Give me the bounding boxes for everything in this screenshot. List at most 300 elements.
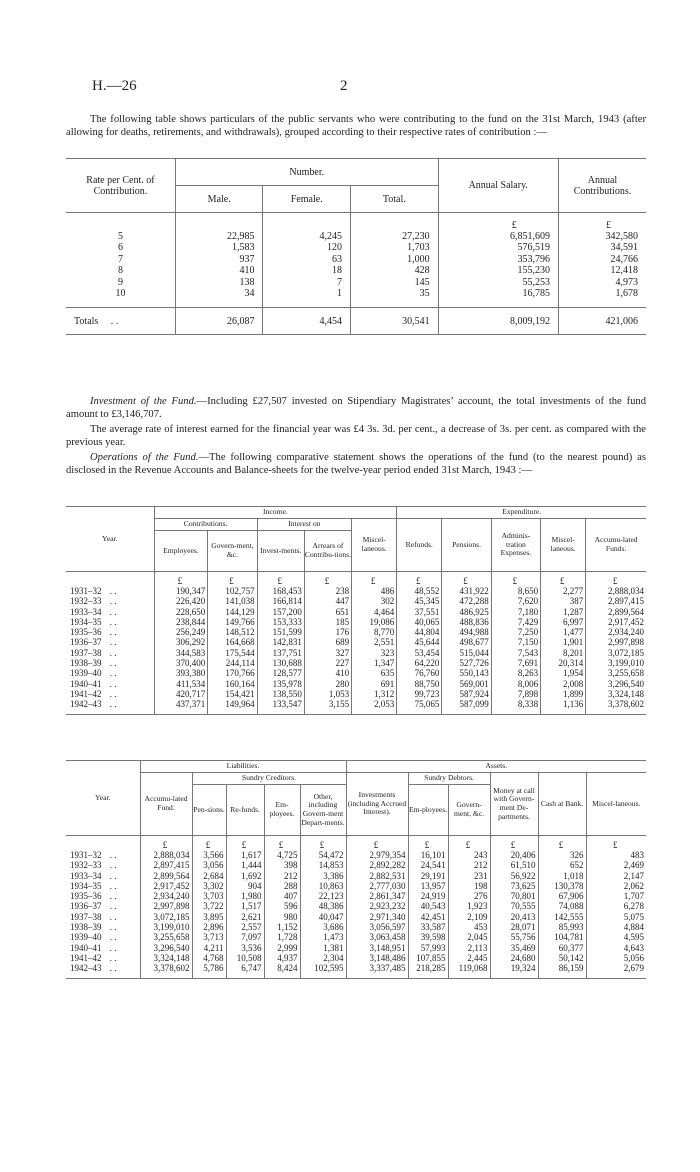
pound-sign: £: [586, 836, 646, 851]
cell-value: 7,150: [491, 637, 540, 647]
cell-value: 1,473: [300, 932, 346, 942]
cell-salary: 6,851,609: [438, 231, 558, 242]
cell-value: 4,725: [264, 850, 300, 860]
cell-value: 1,018: [538, 871, 586, 881]
cell-value: 243: [448, 850, 490, 860]
table-row: [66, 242, 646, 253]
table-row: [66, 596, 646, 606]
cell-total: 428: [351, 265, 439, 276]
cell-male: 138: [175, 277, 263, 288]
cell-value: 689: [304, 637, 351, 647]
page-number: 2: [340, 78, 348, 94]
pound-sign: £: [442, 572, 491, 587]
cell-value: 19,086: [352, 617, 397, 627]
cell-value: 70,555: [490, 901, 538, 911]
cell-value: 55,756: [490, 932, 538, 942]
cell-value: 39,598: [408, 932, 448, 942]
cell-value: 57,993: [408, 943, 448, 953]
pound-sign: £: [558, 213, 646, 232]
cell-female: 63: [263, 254, 351, 265]
cell-value: 596: [264, 901, 300, 911]
cell-value: 6,278: [586, 901, 646, 911]
cell-value: 3,713: [192, 932, 226, 942]
cell-year: 1933–34 . .: [70, 870, 117, 881]
total-male: 26,087: [175, 308, 263, 335]
year-label: 1935–36: [70, 891, 102, 902]
cell-value: 1,923: [448, 901, 490, 911]
cell-value: 302: [352, 596, 397, 606]
income-expenditure-table: [66, 506, 646, 715]
table-row: [66, 953, 646, 963]
cell-value: 569,001: [442, 679, 491, 689]
year-label: 1931–32: [70, 850, 102, 860]
pound-sign: £: [438, 213, 558, 232]
cell-year: 1937–38 . .: [70, 911, 117, 922]
year-label: 1937–38: [70, 647, 102, 658]
investment-paragraph: Investment of the Fund.—Including £27,507 invested on Stipendiary Magistrates’ account, the total investments of the fund amount to £3,146,707.: [66, 396, 646, 420]
number-header: Number.: [175, 159, 438, 186]
cell-value: 3,703: [192, 891, 226, 901]
cell-value: 231: [448, 871, 490, 881]
cell-value: 2,896: [192, 922, 226, 932]
cell-year: 1938–39 . .: [70, 658, 117, 669]
cell-value: 149,766: [208, 617, 257, 627]
cell-value: 1,617: [226, 850, 264, 860]
arrears-header: Arrears of Contribu-tions.: [304, 531, 351, 572]
pound-sign: £: [538, 836, 586, 851]
cell-value: 2,899,564: [586, 607, 646, 617]
total-header: Total.: [351, 186, 439, 213]
cell-male: 1,583: [175, 242, 263, 253]
cell-contributions: 1,678: [558, 288, 646, 299]
cell-value: 1,517: [226, 901, 264, 911]
cell-value: 119,068: [448, 963, 490, 973]
cell-year: 1941–42 . .: [70, 688, 117, 699]
cell-value: 2,888,034: [586, 586, 646, 596]
cell-value: 2,917,452: [140, 881, 192, 891]
cell-male: 22,985: [175, 231, 263, 242]
cell-year: 1937–38 . .: [70, 647, 117, 658]
cell-total: 27,230: [351, 231, 439, 242]
admin-header: Adminis-tration Expenses.: [491, 519, 540, 572]
cell-value: 149,964: [208, 699, 257, 709]
pound-sign: £: [140, 836, 192, 851]
cell-rate: 6: [117, 242, 123, 254]
cell-value: 1,477: [541, 627, 586, 637]
cell-value: 393,380: [154, 668, 208, 678]
cell-value: 483: [586, 850, 646, 860]
table-row: [66, 689, 646, 699]
cell-value: 3,072,185: [140, 912, 192, 922]
cell-value: 2,557: [226, 922, 264, 932]
year-label: 1932–33: [70, 860, 102, 871]
cell-value: 1,381: [300, 943, 346, 953]
cell-value: 29,191: [408, 871, 448, 881]
cell-value: 1,444: [226, 860, 264, 870]
cell-value: 67,906: [538, 891, 586, 901]
cell-value: 2,923,232: [346, 901, 408, 911]
cell-value: 1,312: [352, 689, 397, 699]
pound-sign: [66, 572, 154, 587]
cell-value: 587,099: [442, 699, 491, 709]
cell-value: 33,587: [408, 922, 448, 932]
cell-rate: 9: [117, 276, 123, 288]
money-at-call-header: Money at call with Govern-ment De-partments.: [490, 773, 538, 836]
cell-value: 2,997,898: [586, 637, 646, 647]
cell-value: 550,143: [442, 668, 491, 678]
table-row: [66, 288, 646, 299]
cell-value: 19,324: [490, 963, 538, 973]
cell-value: 437,371: [154, 699, 208, 709]
cell-value: 3,199,010: [140, 922, 192, 932]
cell-value: 3,566: [192, 850, 226, 860]
cell-value: 8,263: [491, 668, 540, 678]
cell-value: 407: [264, 891, 300, 901]
cell-value: 24,919: [408, 891, 448, 901]
cell-value: 1,692: [226, 871, 264, 881]
cell-value: 70,801: [490, 891, 538, 901]
cell-value: 635: [352, 668, 397, 678]
cell-value: 13,957: [408, 881, 448, 891]
cell-year: 1938–39 . .: [70, 922, 117, 933]
cell-value: 76,760: [397, 668, 442, 678]
cell-value: 2,979,354: [346, 850, 408, 860]
cell-value: 3,148,951: [346, 943, 408, 953]
cell-value: 8,650: [491, 586, 540, 596]
cell-value: 244,114: [208, 658, 257, 668]
pound-sign: £: [192, 836, 226, 851]
cell-value: 3,063,458: [346, 932, 408, 942]
cell-value: 7,691: [491, 658, 540, 668]
investment-heading: Investment of the Fund.: [90, 396, 197, 407]
pound-sign: £: [346, 836, 408, 851]
cell-value: 102,595: [300, 963, 346, 973]
cell-value: 10,508: [226, 953, 264, 963]
cell-value: 1,899: [541, 689, 586, 699]
cell-value: 652: [538, 860, 586, 870]
other-header: Other, including Govern-ment Depart-ments.: [300, 785, 346, 836]
table-row: [66, 871, 646, 881]
table-row: [66, 658, 646, 668]
cell-total: 145: [351, 277, 439, 288]
cell-value: 453: [448, 922, 490, 932]
cell-value: 198: [448, 881, 490, 891]
cell-value: 54,472: [300, 850, 346, 860]
cell-value: 2,917,452: [586, 617, 646, 627]
cell-contributions: 24,766: [558, 254, 646, 265]
expenditure-header: Expenditure.: [397, 507, 646, 519]
cell-value: 2,008: [541, 679, 586, 689]
cell-year: 1931–32 . .: [70, 586, 117, 596]
cash-header: Cash at Bank.: [538, 773, 586, 836]
cell-value: 99,723: [397, 689, 442, 699]
sundry-debtors-header: Sundry Debtors.: [408, 773, 490, 785]
cell-value: 3,302: [192, 881, 226, 891]
cell-value: 280: [304, 679, 351, 689]
pound-sign: £: [541, 572, 586, 587]
cell-value: 60,377: [538, 943, 586, 953]
cell-value: 515,044: [442, 648, 491, 658]
cell-value: 148,512: [208, 627, 257, 637]
cell-value: 3,199,010: [586, 658, 646, 668]
cell-value: 447: [304, 596, 351, 606]
cell-value: 3,536: [226, 943, 264, 953]
cell-value: 3,324,148: [140, 953, 192, 963]
cell-value: 4,211: [192, 943, 226, 953]
cell-value: 1,152: [264, 922, 300, 932]
cell-value: 2,882,531: [346, 871, 408, 881]
cell-value: 6,997: [541, 617, 586, 627]
cell-value: 10,863: [300, 881, 346, 891]
table-row: [66, 617, 646, 627]
table-row: [66, 648, 646, 658]
year-label: 1932–33: [70, 596, 102, 607]
totals-label: Totals . .: [74, 315, 119, 327]
cell-value: 7,180: [491, 607, 540, 617]
cell-value: 128,577: [257, 668, 304, 678]
cell-value: 8,338: [491, 699, 540, 709]
cell-value: 587,924: [442, 689, 491, 699]
table-row: [66, 231, 646, 242]
cell-year: 1939–40 . .: [70, 668, 117, 679]
cell-value: 107,855: [408, 953, 448, 963]
cell-value: 4,884: [586, 922, 646, 932]
cell-year: 1934–35 . .: [70, 880, 117, 891]
cell-value: 7,429: [491, 617, 540, 627]
cell-value: 486,925: [442, 607, 491, 617]
cell-value: 344,583: [154, 648, 208, 658]
cell-value: 2,861,347: [346, 891, 408, 901]
refunds-header: Refunds.: [397, 519, 442, 572]
cell-value: 5,075: [586, 912, 646, 922]
year-label: 1938–39: [70, 658, 102, 669]
cell-value: 4,595: [586, 932, 646, 942]
cell-female: 7: [263, 277, 351, 288]
cell-value: 3,056,597: [346, 922, 408, 932]
cell-value: 5,786: [192, 963, 226, 973]
cell-value: 135,978: [257, 679, 304, 689]
cell-value: 170,766: [208, 668, 257, 678]
table-row: [66, 265, 646, 276]
year-label: 1941–42: [70, 952, 102, 963]
cell-value: 228,650: [154, 607, 208, 617]
cell-value: 40,047: [300, 912, 346, 922]
cell-value: 3,386: [300, 871, 346, 881]
cell-value: 2,109: [448, 912, 490, 922]
pound-sign: £: [397, 572, 442, 587]
cell-value: 387: [541, 596, 586, 606]
cell-value: 326: [538, 850, 586, 860]
year-label: 1941–42: [70, 688, 102, 699]
cell-value: 2,277: [541, 586, 586, 596]
misc-exp-header: Miscel-laneous.: [541, 519, 586, 572]
year-label: 1936–37: [70, 637, 102, 648]
total-contrib: 421,006: [558, 308, 646, 335]
year-label: 1934–35: [70, 880, 102, 891]
cell-salary: 353,796: [438, 254, 558, 265]
cell-year: 1934–35 . .: [70, 616, 117, 627]
cell-value: 88,750: [397, 679, 442, 689]
cell-value: 2,113: [448, 943, 490, 953]
sundry-creditors-header: Sundry Creditors.: [192, 773, 346, 785]
cell-value: 2,999: [264, 943, 300, 953]
cell-value: 20,314: [541, 658, 586, 668]
cell-value: 651: [304, 607, 351, 617]
cell-value: 53,454: [397, 648, 442, 658]
year-label: 1938–39: [70, 922, 102, 933]
cell-value: 2,147: [586, 871, 646, 881]
year-label: 1939–40: [70, 668, 102, 679]
cell-value: 472,288: [442, 596, 491, 606]
cell-value: 175,544: [208, 648, 257, 658]
cell-contributions: 4,973: [558, 277, 646, 288]
year-label: 1931–32: [70, 586, 102, 596]
pound-sign: £: [491, 572, 540, 587]
cell-value: 1,728: [264, 932, 300, 942]
cell-value: 151,599: [257, 627, 304, 637]
cell-female: 1: [263, 288, 351, 299]
cell-value: 3,056: [192, 860, 226, 870]
year-label: 1933–34: [70, 606, 102, 617]
interest-on-header: Interest on: [257, 519, 351, 531]
table-row: [66, 860, 646, 870]
cell-value: 40,543: [408, 901, 448, 911]
pound-sign: £: [304, 572, 351, 587]
cell-male: 937: [175, 254, 263, 265]
cell-female: 120: [263, 242, 351, 253]
contrib-header: Annual Contributions.: [558, 159, 646, 213]
cell-year: 1936–37 . .: [70, 901, 117, 912]
cell-value: 2,621: [226, 912, 264, 922]
table-row: [66, 891, 646, 901]
cell-value: 168,453: [257, 586, 304, 596]
balance-sheet-table: [66, 760, 646, 979]
cell-value: 370,400: [154, 658, 208, 668]
cell-value: 1,707: [586, 891, 646, 901]
misc-income-header: Miscel-laneous.: [352, 519, 397, 572]
cell-value: 44,804: [397, 627, 442, 637]
pound-sign: £: [586, 572, 646, 587]
cell-value: 2,897,415: [140, 860, 192, 870]
cell-value: 1,136: [541, 699, 586, 709]
cell-value: 75,065: [397, 699, 442, 709]
cell-value: 24,680: [490, 953, 538, 963]
operations-heading: Operations of the Fund.: [90, 452, 199, 463]
investments-header: Invest-ments.: [257, 531, 304, 572]
cell-value: 2,777,030: [346, 881, 408, 891]
employees-header: Em-ployees.: [264, 785, 300, 836]
cell-value: 2,469: [586, 860, 646, 870]
cell-salary: 155,230: [438, 265, 558, 276]
cell-value: 238: [304, 586, 351, 596]
cell-value: 2,997,898: [140, 901, 192, 911]
total-total: 30,541: [351, 308, 439, 335]
cell-value: 4,464: [352, 607, 397, 617]
table-row: [66, 586, 646, 596]
cell-value: 45,345: [397, 596, 442, 606]
cell-value: 256,249: [154, 627, 208, 637]
cell-value: 288: [264, 881, 300, 891]
cell-rate: 5: [117, 231, 123, 242]
cell-rate: 8: [117, 265, 123, 277]
cell-value: 2,679: [586, 963, 646, 973]
cell-value: 86,159: [538, 963, 586, 973]
cell-value: 166,814: [257, 596, 304, 606]
year-label: 1937–38: [70, 911, 102, 922]
table-row: [66, 668, 646, 678]
cell-value: 4,768: [192, 953, 226, 963]
cell-value: 8,424: [264, 963, 300, 973]
cell-year: 1935–36 . .: [70, 627, 117, 638]
cell-value: 3,155: [304, 699, 351, 709]
table-row: [66, 277, 646, 288]
cell-value: 4,937: [264, 953, 300, 963]
cell-value: 2,971,340: [346, 912, 408, 922]
debtor-govt-header: Govern-ment, &c.: [448, 785, 490, 836]
table-row: [66, 679, 646, 689]
cell-value: 154,421: [208, 689, 257, 699]
cell-year: 1942–43 . .: [70, 699, 117, 710]
cell-value: 16,101: [408, 850, 448, 860]
cell-value: 48,386: [300, 901, 346, 911]
male-header: Male.: [175, 186, 263, 213]
cell-value: 64,220: [397, 658, 442, 668]
cell-rate: 10: [115, 288, 126, 300]
table-row: [66, 627, 646, 637]
operations-paragraph: Operations of the Fund.—The following comparative statement shows the operations of the fund (to the nearest pound) as disclosed in the Revenue Accounts and Balance-sheets for the twelve-year period ended 31st March, 1943 :—: [66, 452, 647, 476]
cell-rate: 7: [117, 253, 123, 265]
table-row: [66, 932, 646, 942]
total-salary: 8,009,192: [438, 308, 558, 335]
cell-total: 35: [351, 288, 439, 299]
cell-value: 3,378,602: [140, 963, 192, 973]
pensions-header: Pensions.: [442, 519, 491, 572]
cell-value: 48,552: [397, 586, 442, 596]
cell-value: 3,296,540: [586, 679, 646, 689]
cell-year: 1942–43 . .: [70, 963, 117, 974]
year-label: 1939–40: [70, 932, 102, 943]
year-label: 1935–36: [70, 627, 102, 638]
rate-header: Rate per Cent. of Contribution.: [86, 174, 155, 197]
cell-value: 2,934,240: [586, 627, 646, 637]
liabilities-header: Liabilities.: [140, 761, 346, 773]
cell-value: 410: [304, 668, 351, 678]
cell-value: 2,934,240: [140, 891, 192, 901]
cell-value: 1,901: [541, 637, 586, 647]
cell-value: 488,836: [442, 617, 491, 627]
cell-female: 4,245: [263, 231, 351, 242]
cell-value: 486: [352, 586, 397, 596]
pensions-header: Pen-sions.: [192, 785, 226, 836]
pound-sign: [66, 836, 140, 851]
cell-value: 28,071: [490, 922, 538, 932]
table-row: [66, 881, 646, 891]
contributions-header: Contributions.: [154, 519, 257, 531]
cell-value: 1,954: [541, 668, 586, 678]
pound-sign: £: [490, 836, 538, 851]
cell-male: 410: [175, 265, 263, 276]
cell-value: 7,620: [491, 596, 540, 606]
cell-value: 37,551: [397, 607, 442, 617]
year-label: 1940–41: [70, 678, 102, 689]
cell-value: 2,888,034: [140, 850, 192, 860]
cell-value: 227: [304, 658, 351, 668]
cell-value: 50,142: [538, 953, 586, 963]
cell-salary: 55,253: [438, 277, 558, 288]
cell-value: 904: [226, 881, 264, 891]
table-row: [66, 637, 646, 647]
cell-value: 85,993: [538, 922, 586, 932]
